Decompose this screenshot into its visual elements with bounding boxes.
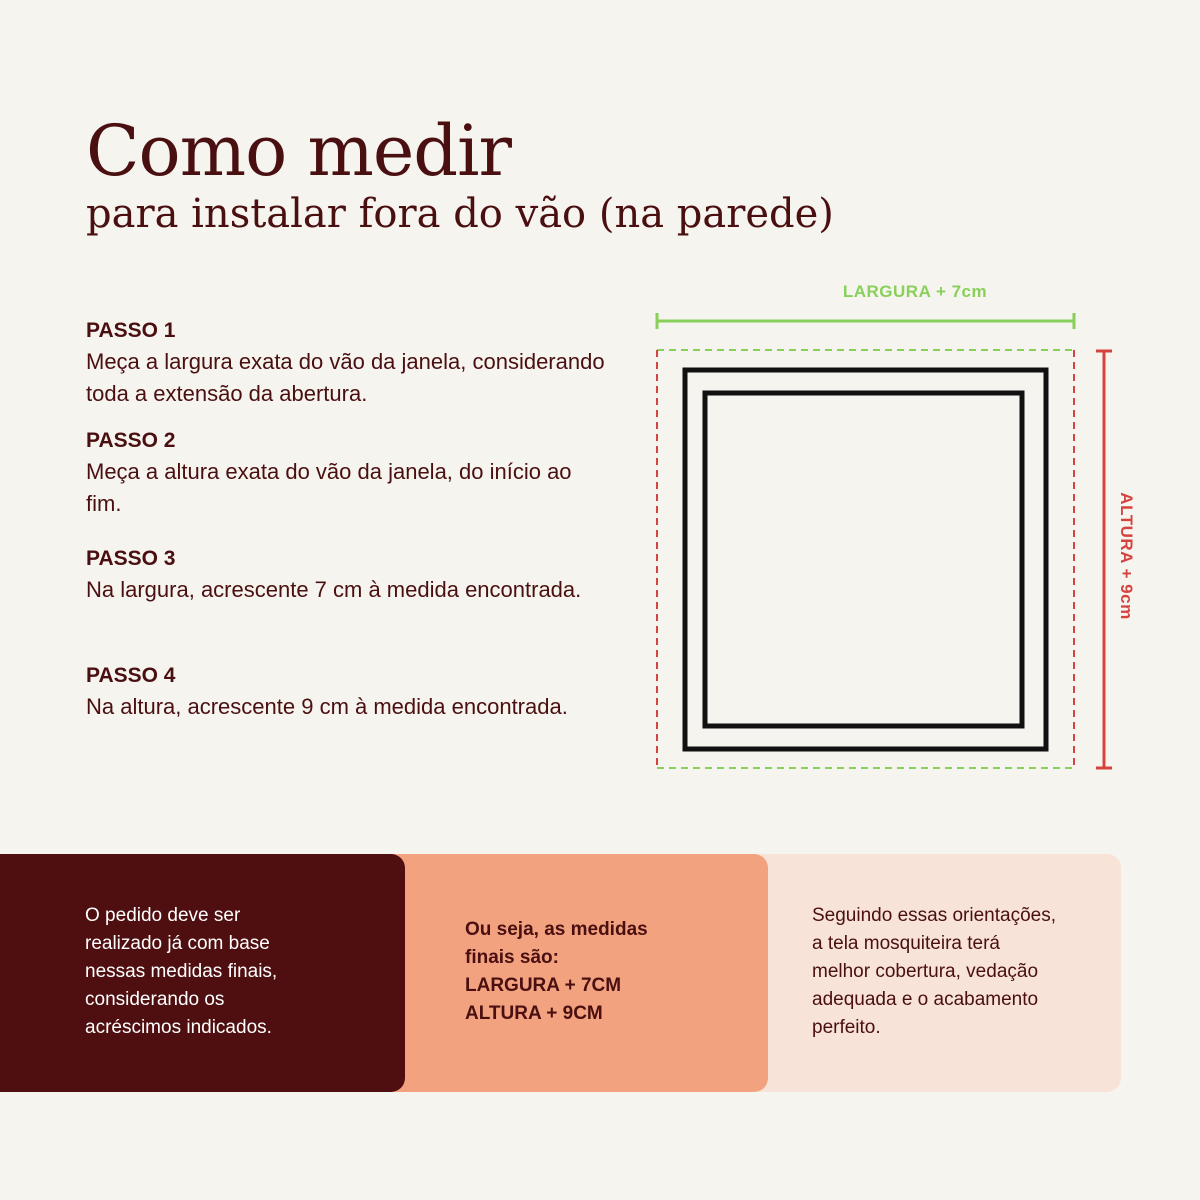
- screen-outline-dashed: [657, 350, 1074, 768]
- width-label: LARGURA + 7cm: [842, 282, 988, 301]
- step-2-title: PASSO 2: [86, 429, 176, 452]
- diagram-graphic: [640, 270, 1160, 790]
- final-measures-panel: [392, 854, 768, 1092]
- width-dimension-line: [657, 313, 1074, 329]
- step-4-title: PASSO 4: [86, 664, 176, 687]
- height-dimension-line: [1096, 351, 1112, 768]
- step-1-text: Meça a largura exata do vão da janela, considerando toda a extensão da abertura.: [86, 349, 605, 406]
- order-note-panel: [0, 854, 405, 1092]
- step-1-title: PASSO 1: [86, 319, 176, 342]
- step-1: [86, 316, 606, 410]
- order-note-text: O pedido deve ser realizado já com base nessas medidas finais, considerando os acréscimos indicados.: [85, 905, 278, 1038]
- final-measures-text: Ou seja, as medidas finais são: LARGURA + 7CM ALTURA + 9CM: [465, 919, 648, 1024]
- step-4: [86, 661, 606, 723]
- height-label: ALTURA + 9cm: [1117, 492, 1136, 620]
- step-3: [86, 544, 606, 606]
- step-3-text: Na largura, acrescente 7 cm à medida encontrada.: [86, 577, 582, 602]
- window-measurement-diagram: [640, 270, 1160, 790]
- benefits-panel: [755, 854, 1121, 1092]
- window-inner-frame: [705, 393, 1022, 726]
- page-title: Como medir: [86, 110, 511, 192]
- step-3-title: PASSO 3: [86, 547, 176, 570]
- step-4-text: Na altura, acrescente 9 cm à medida encontrada.: [86, 694, 568, 719]
- step-2: [86, 426, 606, 520]
- step-2-text: Meça a altura exata do vão da janela, do início ao fim.: [86, 459, 572, 516]
- window-outer-frame: [685, 370, 1046, 749]
- benefits-text: Seguindo essas orientações, a tela mosquiteira terá melhor cobertura, vedação adequada e o acabamento perfeito.: [812, 905, 1056, 1038]
- page-subtitle: para instalar fora do vão (na parede): [86, 191, 834, 237]
